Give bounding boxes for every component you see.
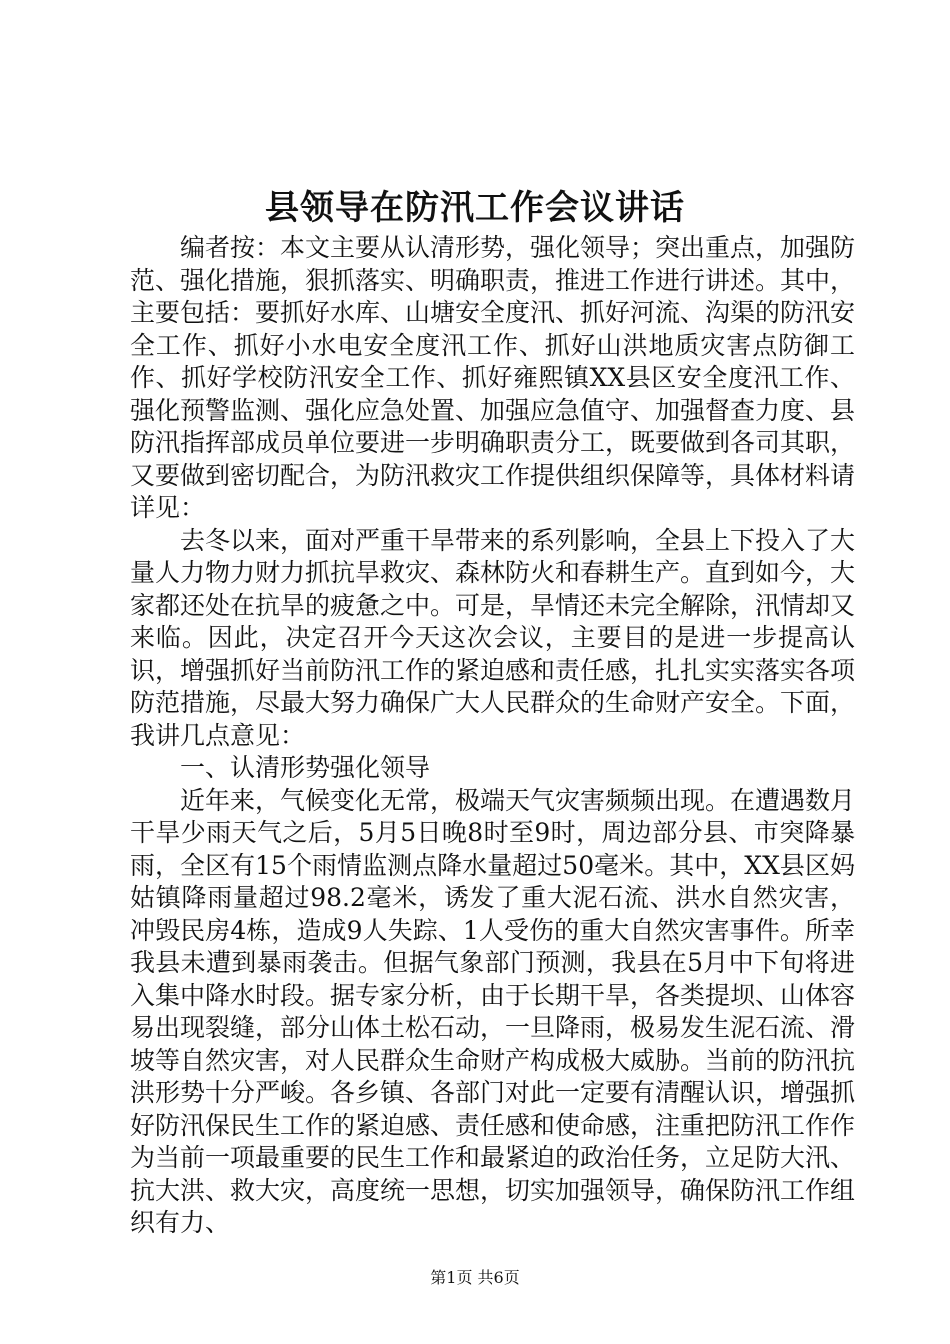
section-paragraph: 近年来，气候变化无常，极端天气灾害频频出现。在遭遇数月干旱少雨天气之后，5月5日晚8时至9时，周边部分县、市突降暴雨，全区有15个雨情监测点降水量超过50毫米。其中，XX县区妈姑镇降雨量超过98.2毫米，诱发了重大泥石流、洪水自然灾害，冲毁民房4栋，造成9人失踪、1人受伤的重大自然灾害事件。所幸我县未遭到暴雨袭击。但据气象部门预测，我县在5月中下旬将进入集中降水时段。据专家分析，由于长期干旱，各类提坝、山体容易出现裂缝，部分山体土松石动，一旦降雨，极易发生泥石流、滑坡等自然灾害，对人民群众生命财产构成极大威胁。当前的防汛抗洪形势十分严峻。各乡镇、各部门对此一定要有清醒认识，增强抓好防汛保民生工作的紧迫感、责任感和使命感，注重把防汛工作作为当前一项最重要的民生工作和最紧迫的政治任务，立足防大汛、抗大洪、救大灾，高度统一思想，切实加强领导，确保防汛工作组织有力、: [130, 785, 856, 1237]
document-body: [130, 232, 855, 1240]
intro-paragraph: 去冬以来，面对严重干旱带来的系列影响，全县上下投入了大量人力物力财力抓抗旱救灾、森林防火和春耕生产。直到如今，大家都还处在抗旱的疲惫之中。可是，旱情还未完全解除，汛情却又来临。因此，决定召开今天这次会议，主要目的是进一步提高认识，增强抓好当前防汛工作的紧迫感和责任感，扎扎实实落实各项防范措施，尽最大努力确保广大人民群众的生命财产安全。下面，我讲几点意见：: [130, 525, 856, 750]
page-footer: 第1页 共6页: [430, 1268, 520, 1287]
section-heading: 一、认清形势强化领导: [180, 753, 431, 782]
document-title: 县领导在防汛工作会议讲话: [265, 188, 685, 228]
editor-note-paragraph: 编者按：本文主要从认清形势，强化领导；突出重点，加强防范、强化措施，狠抓落实、明确职责，推进工作进行讲述。其中，主要包括：要抓好水库、山塘安全度汛、抓好河流、沟渠的防汛安全工作、抓好小水电安全度汛工作、抓好山洪地质灾害点防御工作、抓好学校防汛安全工作、抓好雍熙镇XX县区安全度汛工作、强化预警监测、强化应急处置、加强应急值守、加强督查力度、县防汛指挥部成员单位要进一步明确职责分工，既要做到各司其职，又要做到密切配合，为防汛救灾工作提供组织保障等，具体材料请详见：: [130, 233, 856, 522]
